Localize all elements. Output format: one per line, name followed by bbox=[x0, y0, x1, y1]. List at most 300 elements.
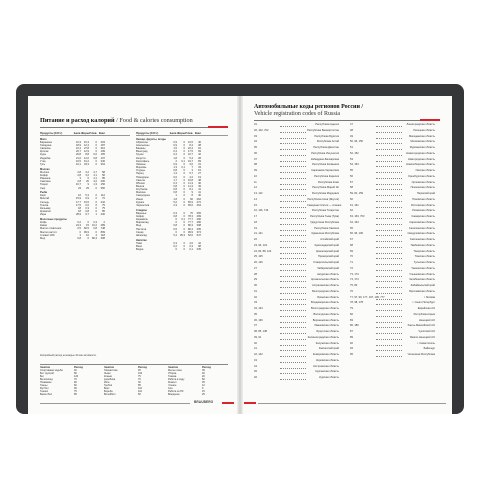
activity-value: 90 bbox=[74, 387, 77, 390]
food-row bbox=[40, 163, 130, 166]
food-value: 0 bbox=[183, 156, 185, 160]
food-name: Помидоры bbox=[136, 175, 149, 179]
region-name: Республика Ингушетия bbox=[311, 151, 339, 155]
food-name: Карп bbox=[40, 194, 46, 198]
region-code: 44 bbox=[254, 364, 257, 368]
region-code: 95 bbox=[350, 353, 353, 356]
activity-name: Чтение bbox=[168, 384, 177, 387]
dot-leader bbox=[376, 306, 402, 311]
activity-name: Ремонт bbox=[168, 381, 177, 384]
food-value: 0 bbox=[183, 221, 185, 225]
region-code: 03 bbox=[254, 134, 257, 138]
food-value: 0 bbox=[95, 210, 97, 214]
dot-leader bbox=[376, 335, 402, 340]
food-value: 16,5 bbox=[75, 159, 81, 163]
activity-name: Бег bbox=[40, 375, 44, 378]
food-value: 70 bbox=[190, 211, 193, 215]
food-name: Смородина bbox=[136, 194, 150, 198]
food-value: 899 bbox=[100, 230, 105, 234]
header-cell: Жиры bbox=[177, 132, 186, 135]
region-name: Самарская область bbox=[411, 215, 435, 218]
region-name: Тверская область bbox=[413, 249, 435, 253]
food-name: Картофель bbox=[136, 159, 150, 163]
activity-value: 100 bbox=[138, 372, 143, 375]
food-value: 18 bbox=[78, 210, 81, 214]
food-value: 0 bbox=[95, 162, 97, 166]
food-value: 0,4 bbox=[173, 153, 177, 157]
dot-leader bbox=[376, 180, 402, 185]
region-list-right bbox=[350, 122, 435, 358]
food-value: 374 bbox=[196, 230, 201, 234]
food-value: 0,3 bbox=[85, 206, 89, 210]
food-title-en: / Food & calories consumption bbox=[116, 117, 193, 124]
food-name: Кролик bbox=[40, 150, 49, 154]
region-code: 57 bbox=[350, 180, 353, 184]
region-code: 28 bbox=[254, 272, 257, 276]
food-value: 0,9 bbox=[85, 197, 89, 201]
food-value: 15 bbox=[86, 224, 89, 228]
food-value: 0,8 bbox=[173, 214, 177, 218]
food-value: 3 bbox=[79, 233, 81, 237]
food-value: 547 bbox=[196, 233, 201, 237]
region-name: Свердловская область bbox=[407, 232, 435, 236]
region-name: Ярославская область bbox=[408, 289, 435, 293]
region-code: 19 bbox=[254, 226, 257, 230]
food-row bbox=[40, 187, 130, 190]
food-value: 0,8 bbox=[85, 210, 89, 214]
region-row bbox=[350, 352, 435, 358]
food-value: 364 bbox=[100, 162, 105, 166]
food-name: Абрикосы bbox=[136, 140, 148, 144]
region-name: Кемеровская область bbox=[312, 353, 339, 356]
food-value: 11,3 bbox=[188, 185, 193, 188]
food-name: Виноград bbox=[136, 150, 148, 154]
region-code: 18 bbox=[254, 220, 257, 224]
food-value: 0,3 bbox=[173, 241, 177, 245]
region-name: Хабаровский край bbox=[317, 266, 339, 270]
food-name: Сливки 10% bbox=[40, 233, 55, 237]
food-value: 264 bbox=[196, 203, 201, 207]
food-value: 35,3 bbox=[179, 233, 185, 237]
food-name: Сметана bbox=[40, 180, 51, 184]
activity-value: 20 bbox=[202, 375, 205, 378]
region-name: Республика Карелия bbox=[314, 174, 339, 178]
food-name: Сыр bbox=[40, 186, 46, 190]
food-value: 42 bbox=[198, 241, 201, 245]
region-name: Ханты-Мансийский АО bbox=[407, 324, 435, 328]
header-cell: Жиры bbox=[81, 132, 90, 135]
region-code: 74, 174 bbox=[350, 278, 359, 282]
food-value: 0 bbox=[95, 203, 97, 207]
header-cell: Продукты (100 г) bbox=[136, 132, 159, 135]
food-value: 48 bbox=[198, 178, 201, 182]
food-value: 9,7 bbox=[85, 213, 89, 217]
dot-leader bbox=[280, 323, 306, 328]
food-value: 0 bbox=[183, 178, 185, 182]
food-value: 0,8 bbox=[77, 236, 81, 240]
dot-leader bbox=[280, 249, 306, 254]
food-name: Шоколад bbox=[136, 233, 147, 237]
activity-name: Футбол bbox=[40, 387, 49, 390]
food-value: 16 bbox=[78, 194, 81, 198]
food-value: 7 bbox=[191, 166, 193, 170]
food-value: 0 bbox=[175, 221, 177, 225]
food-value: 2,3 bbox=[173, 203, 177, 207]
food-row bbox=[40, 213, 130, 216]
open-planner-spread bbox=[28, 96, 452, 414]
region-code: 75, 80 bbox=[350, 284, 358, 287]
food-name: Карамель bbox=[136, 218, 148, 222]
food-value: 1,8 bbox=[173, 156, 177, 160]
food-name: Индейка bbox=[40, 156, 51, 160]
food-value: 296 bbox=[196, 221, 201, 225]
dot-leader bbox=[376, 214, 402, 219]
food-value: 3,2 bbox=[93, 180, 97, 184]
region-name: Республика Калмыкия bbox=[312, 163, 339, 167]
dot-leader bbox=[376, 203, 402, 208]
food-value: 19,5 bbox=[83, 200, 89, 204]
food-value: 1,5 bbox=[173, 147, 177, 151]
left-page bbox=[28, 96, 240, 414]
region-code: 01 bbox=[254, 123, 257, 126]
region-code: 40 bbox=[254, 341, 257, 345]
food-value: 2 bbox=[175, 159, 177, 163]
header-cell: Углев. bbox=[185, 132, 194, 135]
food-value: 56 bbox=[102, 173, 105, 177]
food-name: Водка bbox=[136, 247, 144, 251]
dot-leader bbox=[280, 226, 306, 231]
region-name: Воронежская область bbox=[312, 318, 339, 322]
activity-value: 120 bbox=[74, 375, 79, 378]
dot-leader bbox=[376, 162, 402, 167]
food-value: 61,2 bbox=[83, 159, 89, 163]
right-page bbox=[240, 96, 452, 414]
food-value: 0,4 bbox=[173, 150, 177, 154]
food-value: 5,4 bbox=[189, 156, 193, 160]
food-value: 0 bbox=[183, 200, 185, 204]
food-value: 42 bbox=[198, 153, 201, 157]
region-name: Калининградская область bbox=[307, 335, 339, 339]
region-code: 59, 81, 159 bbox=[350, 192, 363, 195]
activity-value: 60 bbox=[202, 378, 205, 381]
region-code: 66, 96, 196 bbox=[350, 232, 363, 236]
dot-leader bbox=[280, 283, 306, 288]
region-name: Республика Марий Эл bbox=[312, 186, 339, 190]
food-value: 9 bbox=[191, 191, 193, 195]
food-value: 15 bbox=[198, 169, 201, 173]
food-value: 0,8 bbox=[173, 169, 177, 173]
food-category: Молоко bbox=[40, 167, 50, 171]
dot-leader bbox=[280, 306, 306, 311]
region-name: Владимирская область bbox=[311, 301, 339, 305]
food-value: 0 bbox=[183, 185, 185, 188]
region-code: 83 bbox=[350, 318, 353, 322]
food-value: 3 bbox=[191, 169, 193, 173]
region-code: 04 bbox=[254, 140, 257, 144]
activity-value: 110 bbox=[138, 390, 142, 393]
region-name: Иркутская область bbox=[316, 330, 339, 333]
food-value: 16,1 bbox=[75, 162, 81, 166]
dot-leader bbox=[376, 249, 402, 254]
dot-leader bbox=[280, 208, 306, 213]
region-code: 33 bbox=[254, 301, 257, 305]
region-code: 86, 186 bbox=[350, 324, 359, 328]
food-value: 0 bbox=[95, 200, 97, 204]
food-name: Говядина bbox=[40, 143, 52, 147]
food-value: 0,8 bbox=[93, 227, 97, 231]
food-value: 0,6 bbox=[173, 175, 177, 179]
region-code: 15 bbox=[254, 203, 257, 207]
activity-value: 80 bbox=[74, 372, 77, 375]
region-code: 17 bbox=[254, 215, 257, 218]
dot-leader bbox=[376, 272, 402, 277]
food-value: 0,2 bbox=[173, 244, 177, 248]
food-value: 0 bbox=[175, 218, 177, 222]
activity-value: 12 bbox=[202, 384, 205, 387]
food-value: 46 bbox=[198, 181, 201, 185]
food-value: 12,4 bbox=[83, 143, 89, 147]
food-value: 2,8 bbox=[77, 170, 81, 174]
region-name: г. Санкт-Петербург bbox=[412, 301, 435, 305]
food-value: 72 bbox=[102, 197, 105, 201]
food-name: Молоко bbox=[40, 170, 50, 174]
dot-leader bbox=[376, 352, 402, 357]
dot-leader bbox=[376, 168, 402, 173]
food-name: Клубника bbox=[136, 188, 148, 192]
food-value: 16,3 bbox=[75, 140, 81, 144]
activity-name: Йога bbox=[104, 381, 110, 384]
food-value: 0,2 bbox=[77, 221, 81, 225]
food-value: 0,3 bbox=[93, 221, 97, 225]
activity-value: 110 bbox=[138, 387, 142, 390]
activity-name: Волейбол bbox=[104, 393, 116, 396]
activity-value: 60 bbox=[74, 384, 77, 387]
food-value: 77,7 bbox=[187, 218, 193, 222]
food-value: 197 bbox=[100, 156, 105, 160]
dot-leader bbox=[280, 289, 306, 294]
region-name: Республика Тыва (Тува) bbox=[310, 215, 339, 218]
region-code: 52, 152 bbox=[350, 151, 359, 155]
food-name: Чернослив bbox=[136, 203, 150, 207]
dot-leader bbox=[376, 134, 402, 139]
food-value: 0,8 bbox=[173, 188, 177, 192]
food-value: 308 bbox=[196, 224, 201, 228]
food-value: 0,8 bbox=[93, 156, 97, 160]
dot-leader bbox=[280, 277, 306, 282]
region-name: Курганская область bbox=[315, 370, 339, 374]
dot-leader bbox=[280, 312, 306, 317]
region-code: 65 bbox=[350, 226, 353, 230]
food-row bbox=[136, 248, 228, 251]
dot-leader bbox=[376, 157, 402, 162]
food-value: 1 bbox=[175, 194, 177, 198]
food-value: 46 bbox=[198, 140, 201, 144]
food-value: 80,3 bbox=[91, 236, 97, 240]
dot-leader bbox=[376, 318, 402, 323]
food-name: Кефир bbox=[40, 173, 48, 177]
region-code: 24, 84, 88, 124 bbox=[254, 249, 272, 253]
region-code: 38, 85, 138 bbox=[254, 330, 267, 333]
food-value: 18 bbox=[78, 206, 81, 210]
dot-leader bbox=[280, 220, 306, 225]
region-name: Республика Коми bbox=[318, 180, 339, 184]
region-name: Республика Хакасия bbox=[314, 226, 339, 230]
food-value: 203 bbox=[100, 140, 105, 144]
food-name: Пастила bbox=[136, 227, 147, 231]
food-value: 31 bbox=[198, 162, 201, 166]
dot-leader bbox=[280, 364, 306, 369]
region-code: 25, 125 bbox=[254, 255, 263, 259]
vehicle-title-ru: Автомобильные коды регионов России / bbox=[254, 104, 364, 110]
food-value: 0,1 bbox=[181, 159, 185, 163]
dot-leader bbox=[280, 128, 306, 133]
region-name: г. Севастополь bbox=[417, 341, 435, 345]
region-code: 06 bbox=[254, 151, 257, 155]
dot-leader bbox=[376, 300, 402, 305]
food-name: Масло растит. bbox=[40, 230, 58, 234]
dot-leader bbox=[280, 151, 306, 156]
dot-leader bbox=[280, 352, 306, 357]
region-code: 45 bbox=[254, 370, 257, 374]
region-code: 29 bbox=[254, 278, 257, 282]
food-value: 27 bbox=[198, 172, 201, 176]
food-value: 85 bbox=[102, 177, 105, 181]
dot-leader bbox=[280, 214, 306, 219]
food-value: 0 bbox=[183, 162, 185, 166]
region-name: Белгородская область bbox=[312, 289, 339, 293]
food-value: 0 bbox=[95, 159, 97, 163]
dot-leader bbox=[280, 168, 306, 173]
region-code: 21, 121 bbox=[254, 232, 263, 236]
dot-leader bbox=[376, 283, 402, 288]
food-value: 0 bbox=[183, 214, 185, 218]
food-value: 4,2 bbox=[189, 175, 193, 179]
region-name: Ульяновская область bbox=[409, 272, 435, 276]
food-value: 1 bbox=[95, 213, 97, 217]
food-value: 3,2 bbox=[85, 170, 89, 174]
food-table-header bbox=[136, 132, 228, 136]
food-value: 75 bbox=[102, 206, 105, 210]
food-value: 10 bbox=[86, 233, 89, 237]
region-code: 32 bbox=[254, 295, 257, 299]
region-name: Челябинская область bbox=[408, 278, 435, 282]
food-value: 75 bbox=[102, 203, 105, 207]
food-name: Бананы bbox=[136, 147, 146, 151]
food-value: 0 bbox=[175, 247, 177, 251]
region-code: 62 bbox=[350, 209, 353, 213]
region-name: Тульская область bbox=[413, 261, 435, 264]
region-name: Чувашская Республика bbox=[310, 232, 339, 236]
region-code: 47 bbox=[350, 123, 353, 126]
food-value: 0 bbox=[95, 143, 97, 147]
food-value: 28 bbox=[198, 156, 201, 160]
food-value: 0,6 bbox=[85, 203, 89, 207]
footer-line-left bbox=[40, 403, 190, 404]
food-name: Мед bbox=[136, 224, 142, 228]
region-name: Забайкальский край bbox=[410, 284, 435, 287]
activity-value: 70 bbox=[74, 378, 77, 381]
dot-leader bbox=[376, 151, 402, 156]
food-value: 112 bbox=[100, 194, 105, 198]
activity-value: 75 bbox=[74, 390, 77, 393]
food-value: 0,1 bbox=[181, 218, 185, 222]
activity-name: Лыжи bbox=[104, 372, 111, 375]
region-name: Московская область bbox=[410, 140, 435, 144]
activity-name: Сон bbox=[168, 387, 173, 390]
region-code: 05 bbox=[254, 146, 257, 149]
dot-leader bbox=[376, 289, 402, 294]
food-value: 0,9 bbox=[173, 140, 177, 144]
food-value: 0 bbox=[183, 172, 185, 176]
region-name: Красноярский край bbox=[316, 249, 339, 253]
dot-leader bbox=[280, 295, 306, 300]
food-value: 0 bbox=[95, 147, 97, 151]
activity-name: Вождение bbox=[168, 393, 180, 396]
region-name: Новгородская область bbox=[407, 157, 435, 161]
dot-leader bbox=[376, 208, 402, 213]
region-code: 53 bbox=[350, 157, 353, 161]
food-name: Апельсины bbox=[136, 143, 150, 147]
header-cell: Ккал bbox=[194, 132, 201, 135]
food-value: 0 bbox=[183, 227, 185, 231]
food-value: 1,7 bbox=[173, 178, 177, 182]
food-value: 0 bbox=[183, 197, 185, 201]
food-value: 0 bbox=[95, 197, 97, 201]
food-value: 4 bbox=[95, 233, 97, 237]
food-name: Вишня bbox=[136, 185, 145, 188]
food-value: 0 bbox=[183, 224, 185, 228]
region-name: Республика Дагестан bbox=[313, 146, 339, 149]
activity-name: Коньки bbox=[104, 375, 113, 378]
food-value: 3,2 bbox=[85, 173, 89, 177]
dot-leader bbox=[280, 254, 306, 259]
activity-value: 85 bbox=[74, 393, 77, 396]
activity-name: Глажка bbox=[168, 375, 177, 378]
food-value: 0,1 bbox=[181, 166, 185, 170]
food-value: 38 bbox=[198, 143, 201, 147]
food-value: 80,3 bbox=[187, 224, 193, 228]
dot-leader bbox=[376, 226, 402, 231]
activity-value: 85 bbox=[138, 384, 141, 387]
food-value: 8,1 bbox=[189, 188, 193, 192]
dot-leader bbox=[376, 197, 402, 202]
food-value: 77,7 bbox=[187, 221, 193, 225]
food-value: 0 bbox=[183, 191, 185, 195]
food-value: 0 bbox=[87, 221, 89, 225]
food-value: 0 bbox=[175, 230, 177, 234]
food-category: Напитки bbox=[136, 238, 147, 242]
food-value: 82,5 bbox=[83, 227, 89, 231]
food-value: 0 bbox=[95, 150, 97, 154]
food-value: 20 bbox=[86, 180, 89, 184]
region-code: 64, 164 bbox=[350, 220, 359, 224]
region-name: Республика Татарстан bbox=[312, 209, 339, 213]
food-value: 0 bbox=[183, 169, 185, 173]
food-value: 19,7 bbox=[187, 159, 193, 163]
region-code: 14 bbox=[254, 197, 257, 201]
food-value: 78,3 bbox=[187, 214, 193, 218]
dot-leader bbox=[280, 335, 306, 340]
dot-leader bbox=[280, 180, 306, 185]
food-value: 17,7 bbox=[75, 200, 81, 204]
region-code: 26, 126 bbox=[254, 261, 263, 264]
region-code: 48 bbox=[350, 128, 353, 132]
footer-accent-left bbox=[222, 402, 234, 404]
activity-name: Мытье окон bbox=[168, 369, 182, 372]
food-value: 4,1 bbox=[93, 173, 97, 177]
food-value: 91 bbox=[198, 147, 201, 151]
food-value: 22,4 bbox=[187, 147, 193, 151]
